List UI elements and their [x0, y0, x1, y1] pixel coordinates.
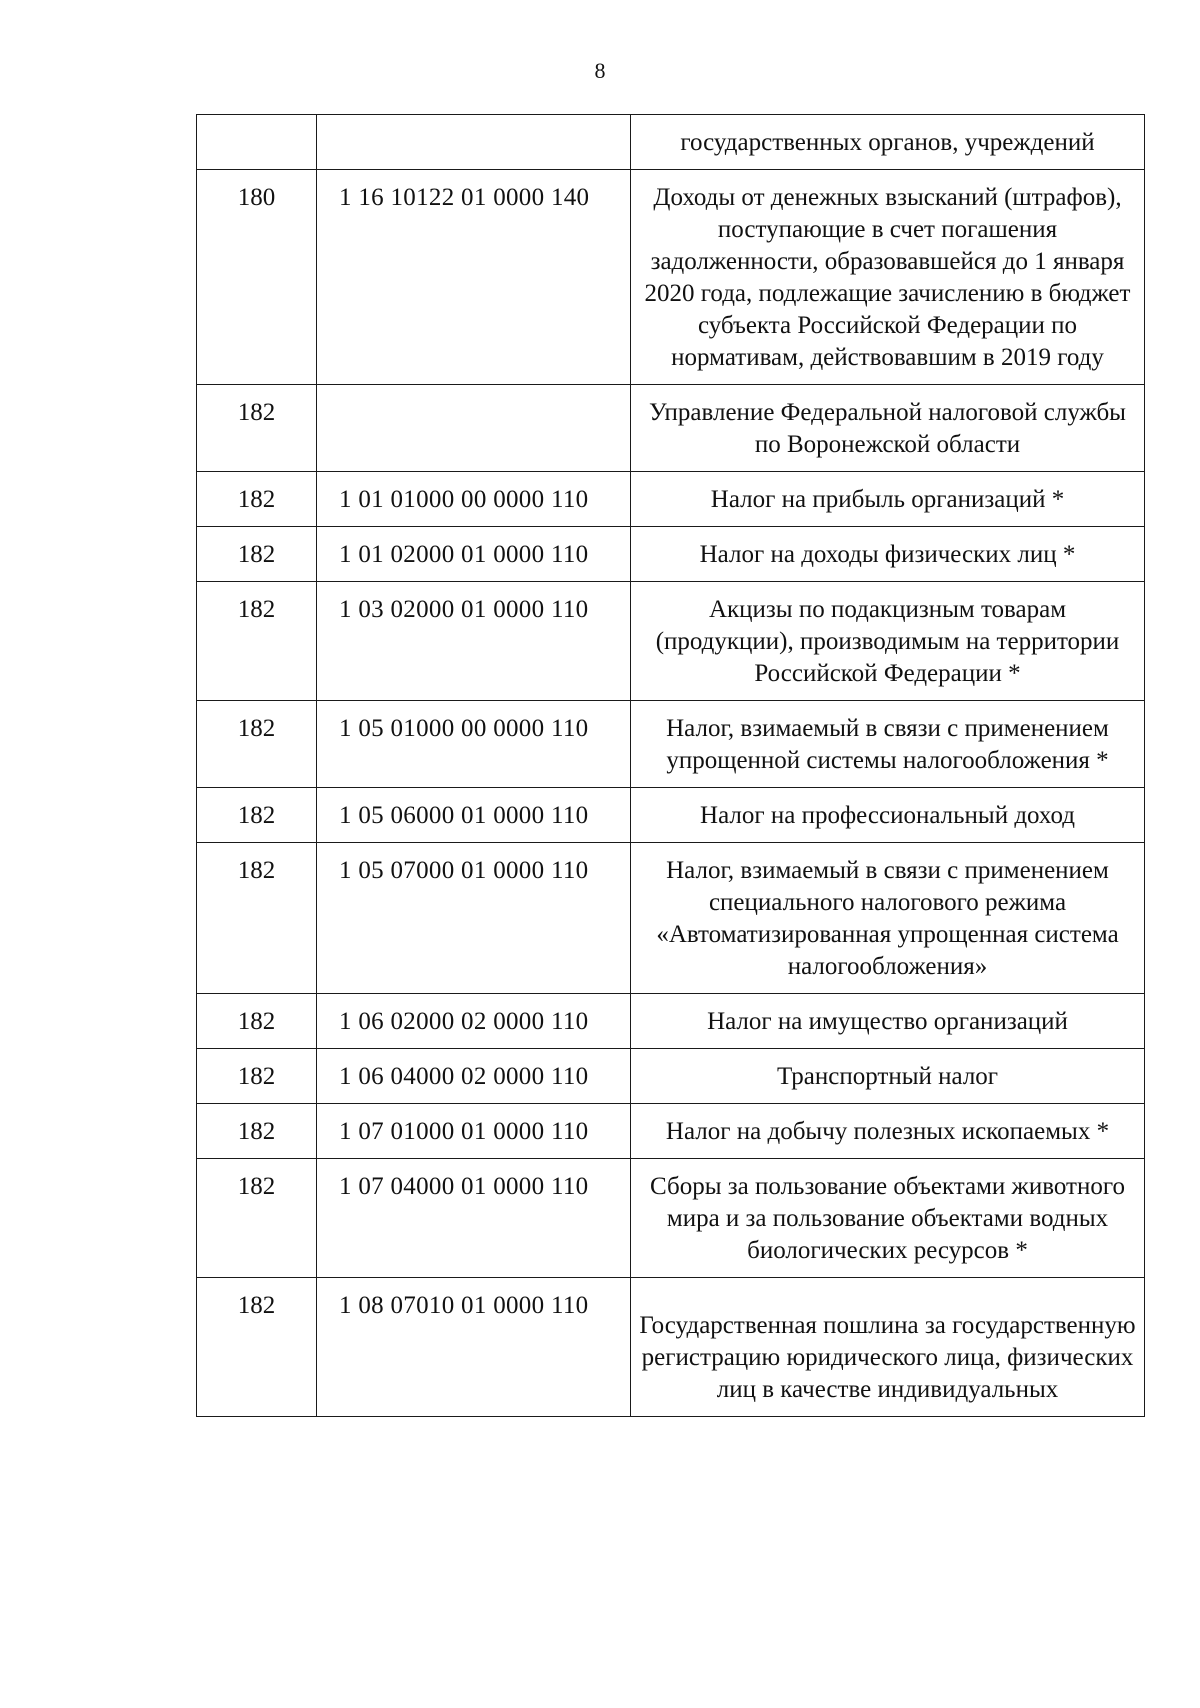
- admin-code-cell: 182: [197, 1049, 317, 1104]
- budget-code-cell: 1 03 02000 01 0000 110: [317, 582, 631, 701]
- table-row: [197, 1278, 1145, 1417]
- description-cell: Доходы от денежных взысканий (штрафов), поступающие в счет погашения задолженности, образовавшейся до 1 января 2020 года, подлежащие зачислению в бюджет субъекта Российской Федерации по нормативам, действовавшим в 2019 году: [631, 170, 1145, 385]
- description-cell: Налог на прибыль организаций *: [631, 472, 1145, 527]
- admin-code-cell: 182: [197, 994, 317, 1049]
- table-row: [197, 527, 1145, 582]
- budget-code-cell: 1 05 01000 00 0000 110: [317, 701, 631, 788]
- admin-code-cell: 182: [197, 582, 317, 701]
- table-row: [197, 1104, 1145, 1159]
- table-row: [197, 1049, 1145, 1104]
- admin-code-cell: 182: [197, 1278, 317, 1417]
- admin-code-cell: 182: [197, 1159, 317, 1278]
- revenue-codes-table: [196, 114, 1145, 1417]
- description-cell: Налог, взимаемый в связи с применением упрощенной системы налогообложения *: [631, 701, 1145, 788]
- description-cell: Налог, взимаемый в связи с применением специального налогового режима «Автоматизированная упрощенная система налогообложения»: [631, 843, 1145, 994]
- table-row: [197, 843, 1145, 994]
- description-cell: Налог на профессиональный доход: [631, 788, 1145, 843]
- table-row: [197, 788, 1145, 843]
- admin-code-cell: 182: [197, 527, 317, 582]
- admin-code-cell: 182: [197, 1104, 317, 1159]
- description-cell: Акцизы по подакцизным товарам (продукции), производимым на территории Российской Федерации *: [631, 582, 1145, 701]
- admin-code-cell: 182: [197, 701, 317, 788]
- budget-code-cell: 1 05 07000 01 0000 110: [317, 843, 631, 994]
- description-cell: Налог на добычу полезных ископаемых *: [631, 1104, 1145, 1159]
- admin-code-cell: 182: [197, 788, 317, 843]
- page-number: 8: [594, 58, 606, 83]
- budget-code-cell: [317, 385, 631, 472]
- description-cell: Налог на доходы физических лиц *: [631, 527, 1145, 582]
- table-row: [197, 115, 1145, 170]
- budget-code-cell: 1 05 06000 01 0000 110: [317, 788, 631, 843]
- admin-code-cell: 180: [197, 170, 317, 385]
- admin-code-cell: [197, 115, 317, 170]
- description-cell: Управление Федеральной налоговой службы по Воронежской области: [631, 385, 1145, 472]
- table-row: [197, 994, 1145, 1049]
- budget-code-cell: 1 01 01000 00 0000 110: [317, 472, 631, 527]
- table-row: [197, 385, 1145, 472]
- table-row: [197, 701, 1145, 788]
- description-cell: Сборы за пользование объектами животного мира и за пользование объектами водных биологических ресурсов *: [631, 1159, 1145, 1278]
- budget-code-cell: 1 16 10122 01 0000 140: [317, 170, 631, 385]
- table-row: [197, 1159, 1145, 1278]
- admin-code-cell: 182: [197, 843, 317, 994]
- description-cell: государственных органов, учреждений: [631, 115, 1145, 170]
- budget-code-cell: 1 07 01000 01 0000 110: [317, 1104, 631, 1159]
- budget-code-cell: 1 06 02000 02 0000 110: [317, 994, 631, 1049]
- budget-code-cell: 1 06 04000 02 0000 110: [317, 1049, 631, 1104]
- description-cell: Налог на имущество организаций: [631, 994, 1145, 1049]
- description-cell: Государственная пошлина за государственную регистрацию юридического лица, физических лиц в качестве индивидуальных: [631, 1278, 1145, 1417]
- budget-code-cell: 1 01 02000 01 0000 110: [317, 527, 631, 582]
- table-row: [197, 170, 1145, 385]
- budget-code-cell: 1 08 07010 01 0000 110: [317, 1278, 631, 1417]
- budget-code-cell: [317, 115, 631, 170]
- budget-code-cell: 1 07 04000 01 0000 110: [317, 1159, 631, 1278]
- description-cell: Транспортный налог: [631, 1049, 1145, 1104]
- admin-code-cell: 182: [197, 472, 317, 527]
- admin-code-cell: 182: [197, 385, 317, 472]
- table-row: [197, 582, 1145, 701]
- table-row: [197, 472, 1145, 527]
